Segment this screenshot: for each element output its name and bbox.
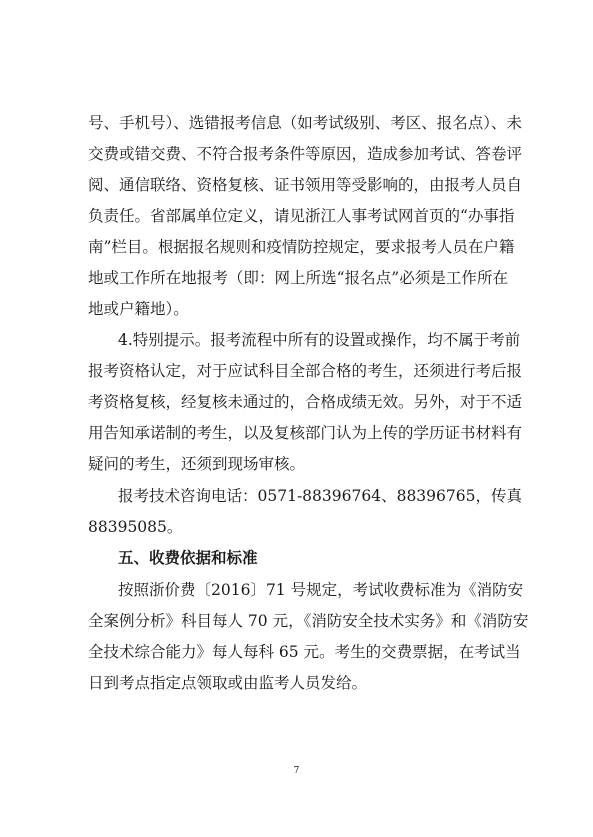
contact-line: 88395085。 [88,518,183,536]
section-heading: 五、收费依据和标准 [118,549,258,567]
paragraph-line: 报考资格认定，对于应试科目全部合格的考生，还须进行考后报 [88,362,523,380]
contact-line: 报考技术咨询电话：0571-88396764、88396765，传真 [118,487,522,505]
paragraph-line: 用告知承诺制的考生，以及复核部门认为上传的学历证书材料有 [88,424,523,442]
paragraph-line: 按照浙价费〔2016〕71 号规定，考试收费标准为《消防安 [118,581,524,599]
paragraph-line: 日到考点指定点领取或由监考人员发给。 [88,674,368,692]
paragraph-line: 负责任。省部属单位定义，请见浙江人事考试网首页的“办事指 [88,207,515,225]
paragraph-line: 南”栏目。根据报名规则和疫情防控规定，要求报考人员在户籍 [88,238,515,256]
paragraph-line: 交费或错交费、不符合报考条件等原因，造成参加考试、答卷评 [88,145,523,163]
paragraph-line: 阅、通信联络、资格复核、证书领用等受影响的，由报考人员自 [88,176,523,194]
paragraph-line: 全技术综合能力》每人每科 65 元。考生的交费票据，在考试当 [88,643,521,661]
paragraph-line: 地或工作所在地报考（即：网上所选“报名点”必须是工作所在 [88,269,508,287]
paragraph-line: 号、手机号）、选错报考信息（如考试级别、考区、报名点）、未 [88,114,523,132]
paragraph-line: 疑问的考生，还须到现场审核。 [88,455,306,473]
paragraph-line: 考资格复核，经复核未通过的，合格成绩无效。另外，对于不适 [88,393,523,411]
paragraph-line: 地或户籍地）。 [88,300,189,318]
page-number: 7 [293,766,300,776]
paragraph-line: 4.特别提示。报考流程中所有的设置或操作，均不属于考前 [118,331,521,349]
paragraph-line: 全案例分析》科目每人 70 元，《消防安全技术实务》和《消防安 [88,612,529,630]
